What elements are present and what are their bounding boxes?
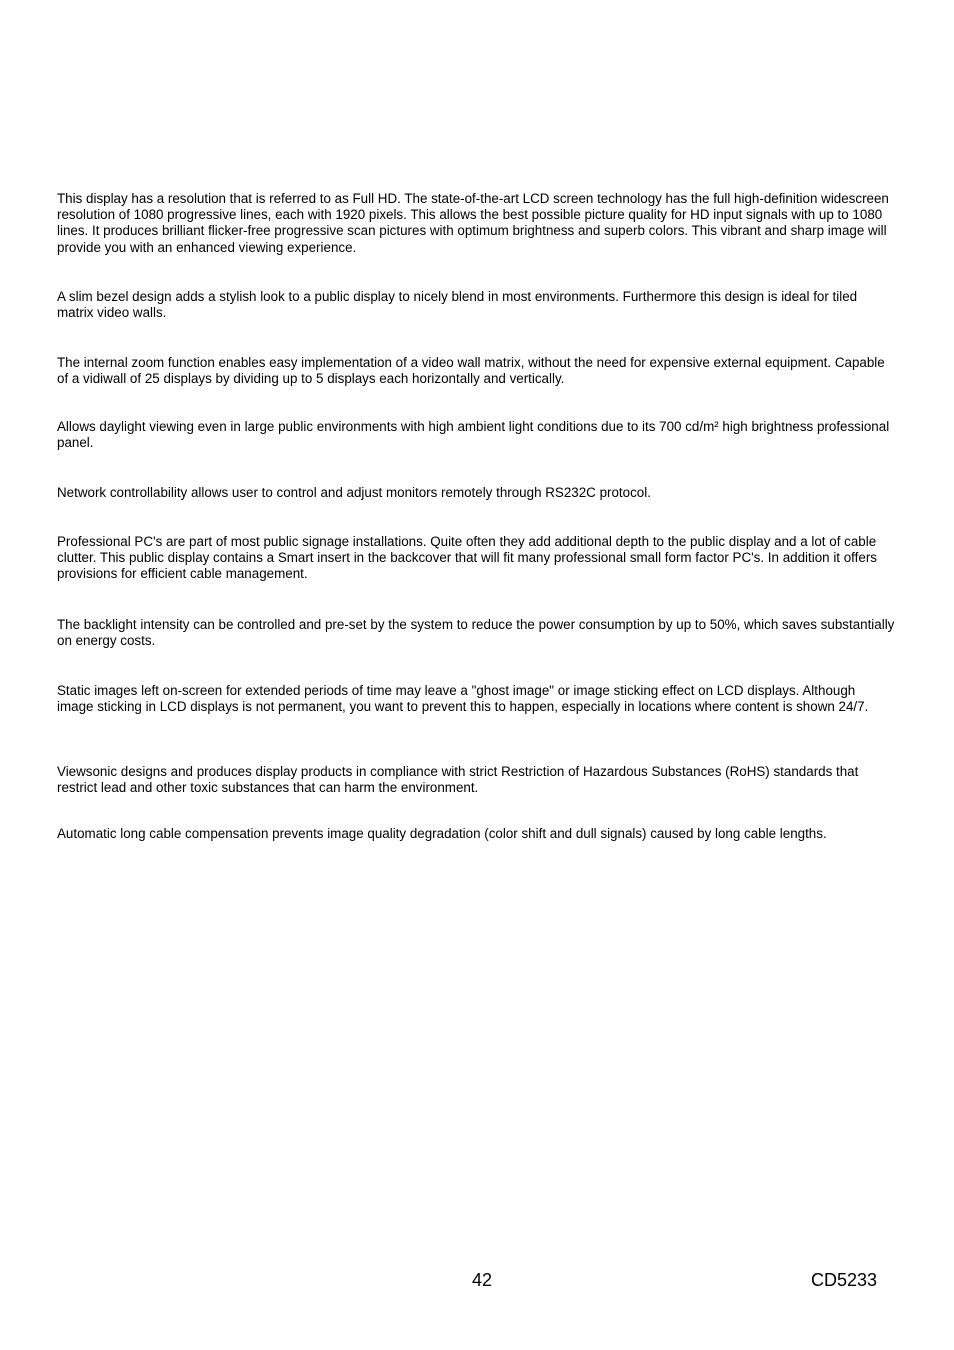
- paragraph-smart-insert: Professional PC's are part of most public signage installations. Quite often they add additional depth to the public display and a lot of cable clutter. This public display contains a Smart insert in the backcover that will fit many professional small form factor PC's. In addition it offers provisions for efficient cable management.: [57, 534, 877, 582]
- paragraph-zoom-function: The internal zoom function enables easy implementation of a video wall matrix, without the need for expensive external equipment. Capable of a vidiwall of 25 displays by dividing up to 5 displays each horizontally and vertically.: [57, 355, 885, 387]
- paragraph-slim-bezel: A slim bezel design adds a stylish look to a public display to nicely blend in most environments. Furthermore this design is ideal for tiled matrix video walls.: [57, 289, 858, 321]
- paragraph-cable-compensation: Automatic long cable compensation prevents image quality degradation (color shift and dull signals) caused by long cable lengths.: [57, 826, 827, 841]
- page-number: 42: [472, 1270, 493, 1290]
- paragraph-full-hd: This display has a resolution that is referred to as Full HD. The state-of-the-art LCD screen technology has the full high-definition widescreen resolution of 1080 progressive lines, each with 1920 pixels. This allows the best possible picture quality for HD input signals with up to 1080 lines. It produces brilliant flicker-free progressive scan pictures with optimum brightness and superb colors. This vibrant and sharp image will provide you with an enhanced viewing experience.: [57, 191, 889, 255]
- paragraph-daylight-viewing: Allows daylight viewing even in large public environments with high ambient light conditions due to its 700 cd/m² high brightness professional panel.: [57, 419, 890, 451]
- paragraph-backlight: The backlight intensity can be controlled and pre-set by the system to reduce the power consumption by up to 50%, which saves substantially on energy costs.: [57, 617, 895, 649]
- paragraph-image-sticking: Static images left on-screen for extended periods of time may leave a "ghost image" or image sticking effect on LCD displays. Although image sticking in LCD displays is not permanent, you want to prevent this to happen, especially in locations where content is shown 24/7.: [57, 683, 869, 715]
- paragraph-rohs: Viewsonic designs and produces display products in compliance with strict Restriction of Hazardous Substances (RoHS) standards that restrict lead and other toxic substances that can harm the environment.: [57, 764, 859, 796]
- model-number: CD5233: [811, 1270, 878, 1290]
- paragraph-network-control: Network controllability allows user to control and adjust monitors remotely through RS232C protocol.: [57, 485, 651, 500]
